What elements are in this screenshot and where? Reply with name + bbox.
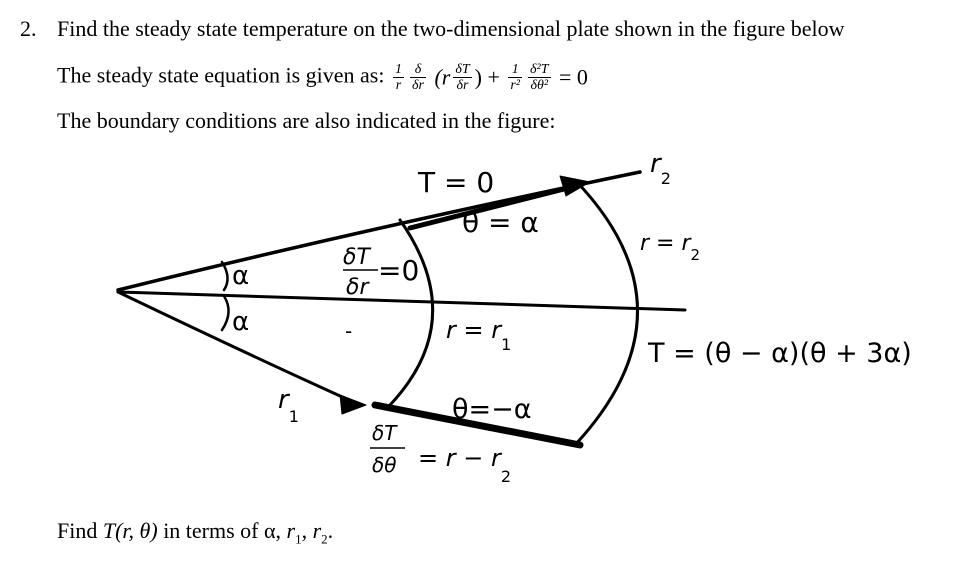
dT-dr-denominator: δr (346, 275, 369, 300)
steady-state-equation-line (57, 62, 588, 93)
frac-den: δr (456, 78, 469, 93)
fraction-1-over-r2 (508, 62, 522, 93)
dT-dr-rhs: =0 (378, 254, 420, 287)
function-T: T(r, θ) (102, 518, 158, 543)
comma: , (301, 518, 308, 543)
find-word: Find (57, 518, 98, 543)
eq-rhs: = 0 (559, 64, 588, 90)
lower-arrow-head (340, 395, 366, 414)
r2-top-label (650, 149, 671, 188)
alpha-lower-label: α (232, 307, 250, 337)
frac-den: r (395, 78, 402, 93)
frac-num: 1 (394, 62, 402, 77)
alpha-upper-label: α (232, 261, 250, 291)
fraction-1-over-r (393, 62, 404, 93)
outer-arc (575, 180, 638, 445)
r-eq-r2-text: r = r (640, 231, 691, 256)
period: . (327, 518, 334, 543)
bottom-theta-label: θ=−α (452, 394, 532, 425)
dT-dtheta-denominator: δθ (372, 453, 397, 477)
r-eq-r1-sub: 1 (501, 335, 512, 354)
frac-num: 1 (508, 62, 522, 78)
top-theta-label: θ = α (462, 206, 539, 239)
frac-den: δθ² (530, 78, 549, 93)
fraction-d2T-dtheta2 (528, 62, 551, 93)
in-terms-of: in terms of α, (163, 518, 282, 543)
r2-subscript: 2 (321, 531, 328, 547)
frac-den: r² (510, 78, 521, 93)
frac-num: δ (410, 62, 426, 78)
question-line-1: Find the steady state temperature on the two-dimensional plate shown in the figure below (57, 16, 845, 41)
frac-num: δT (455, 62, 470, 77)
dash-mark: - (345, 319, 353, 343)
outer-boundary-condition: T = (θ − α)(θ + 3α) (648, 338, 912, 369)
angle-arc-lower (222, 296, 229, 330)
question-final-prompt (57, 518, 333, 547)
r2-sub: 2 (660, 169, 671, 188)
r1-label (278, 385, 299, 426)
eq-open-paren: (r (434, 64, 451, 90)
r1-sub: 1 (288, 407, 299, 426)
dT-dtheta-rhs (418, 444, 511, 486)
center-axis-line (118, 292, 685, 310)
fraction-dT-dr (453, 62, 471, 93)
r-eq-r1-text: r = r (446, 316, 502, 344)
fraction-d-dr (410, 62, 426, 93)
r-eq-r1-label (446, 316, 511, 354)
top-T-label: T = 0 (418, 166, 495, 199)
dT-dtheta-rhs-sub: 2 (500, 467, 512, 486)
dT-dr-numerator: δT (343, 245, 370, 270)
dT-dtheta-numerator: δT (372, 421, 397, 445)
r2-letter: r (650, 149, 661, 179)
r-eq-r2-sub: 2 (690, 246, 701, 264)
eq-close-plus: ) + (474, 64, 500, 90)
equation-intro: The steady state equation is given as: (57, 62, 385, 88)
question-number: 2. (20, 16, 37, 41)
r1-symbol: r (286, 518, 296, 543)
r1-subscript: 1 (295, 531, 302, 547)
r1-letter: r (278, 385, 289, 415)
r-eq-r2-label (640, 231, 700, 264)
frac-den: δr (411, 78, 424, 93)
inner-arc (390, 220, 433, 405)
r2-symbol: r (312, 518, 322, 543)
dT-dtheta-rhs-text: = r − r (418, 444, 501, 472)
plate-figure (0, 140, 978, 520)
question-line-3: The boundary conditions are also indicated in the figure: (57, 108, 556, 133)
frac-num: δ²T (530, 62, 549, 77)
